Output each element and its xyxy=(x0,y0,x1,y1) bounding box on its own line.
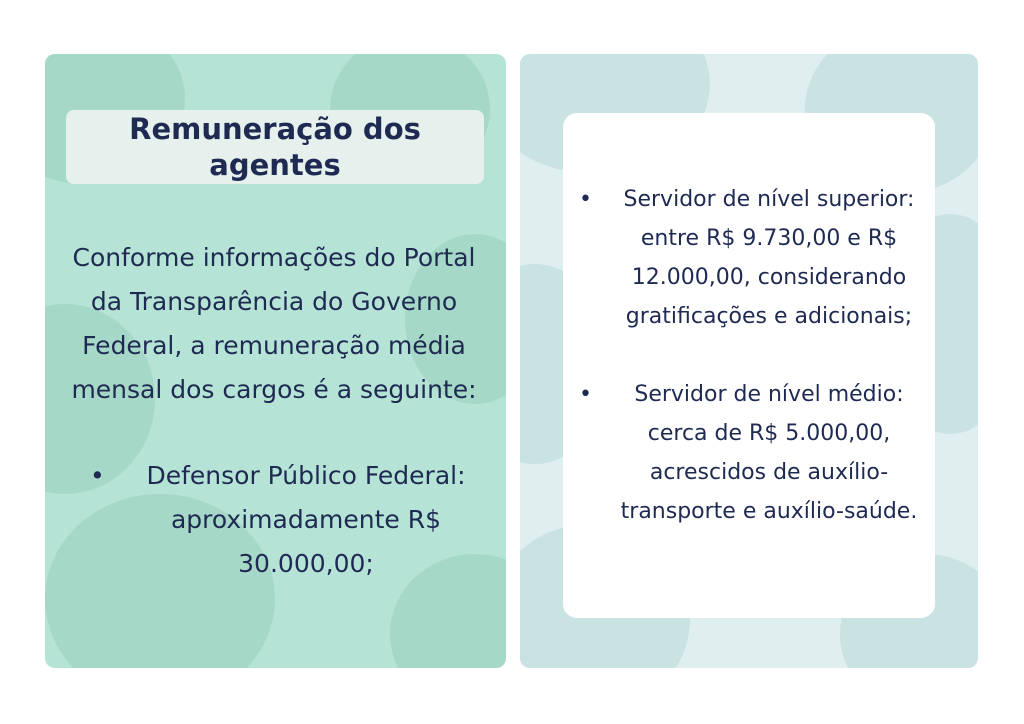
right-bullet-list xyxy=(575,180,933,570)
list-item-text: Servidor de nível médio: cerca de R$ 5.000,00, acrescidos de auxílio-transporte e auxílio-saúde. xyxy=(620,382,918,524)
list-item-text: Servidor de nível superior: entre R$ 9.730,00 e R$ 12.000,00, considerando gratificações e adicionais; xyxy=(623,187,915,329)
page-title: Remuneração dos agentes xyxy=(129,112,421,182)
list-item xyxy=(575,180,933,336)
intro-text: Conforme informações do Portal da Transparência do Governo Federal, a remuneração média mensal dos cargos é a seguinte: xyxy=(71,243,477,404)
list-item-text: Defensor Público Federal: aproximadamente R$ 30.000,00; xyxy=(146,461,466,578)
list-item xyxy=(78,454,488,586)
bullet-icon: • xyxy=(90,461,105,490)
left-bullet-list xyxy=(78,454,488,586)
bullet-icon: • xyxy=(579,187,592,212)
bullet-icon: • xyxy=(579,382,592,407)
list-item xyxy=(575,375,933,531)
